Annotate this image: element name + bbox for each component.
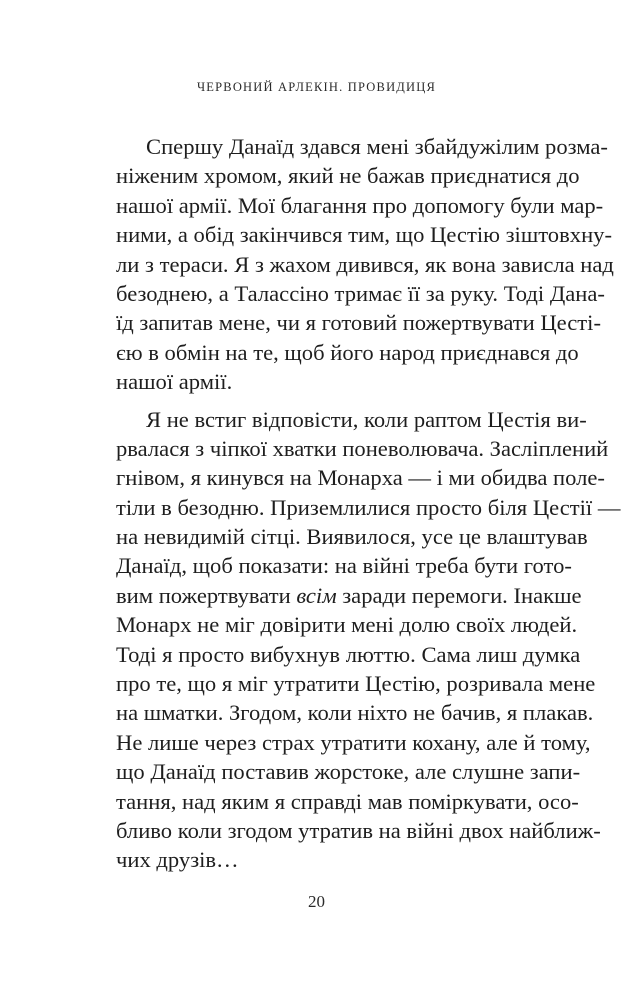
text-line: бливо коли згодом утратив на війні двох найближ- xyxy=(116,817,601,843)
text-segment: вим пожертвувати xyxy=(116,582,297,608)
text-line-with-emphasis xyxy=(116,581,582,610)
text-line: про те, що я міг утратити Цестію, розривала мене xyxy=(116,671,596,697)
running-head: ЧЕРВОНИЙ АРЛЕКІН. ПРОВИДИЦЯ xyxy=(196,80,437,94)
text-line: Я не встиг відповісти, коли раптом Цестія ви- xyxy=(146,406,587,432)
text-line: чих друзів… xyxy=(116,847,239,873)
text-line: тання, над яким я справді мав поміркувати, осо- xyxy=(116,788,579,814)
text-line: безоднею, а Талассіно тримає її за руку. Тоді Дана- xyxy=(116,280,605,306)
text-line: гнівом, я кинувся на Монарха — і ми обидва поле- xyxy=(116,465,605,491)
text-segment: заради перемоги. Інакше xyxy=(336,582,582,608)
text-line: їд запитав мене, чи я готовий пожертвувати Цесті- xyxy=(116,310,601,336)
text-line: Тоді я просто вибухнув люттю. Сама лиш думка xyxy=(116,641,581,667)
text-line: нашої армії. Мої благання про допомогу були мар- xyxy=(116,192,604,218)
page-number: 20 xyxy=(308,892,325,911)
text-line: нашої армії. xyxy=(116,369,233,395)
paragraph-gap xyxy=(116,397,571,405)
text-line: рвалася з чіпкої хватки поневолювача. Засліплений xyxy=(116,435,609,461)
body-text xyxy=(116,132,621,875)
text-line: Не лише через страх утратити кохану, але й тому, xyxy=(116,729,591,755)
text-line: ли з тераси. Я з жахом дивився, як вона зависла над xyxy=(116,251,614,277)
text-line: що Данаїд поставив жорстоке, але слушне запи- xyxy=(116,759,581,785)
text-line: єю в обмін на те, щоб його народ приєднався до xyxy=(116,339,579,365)
text-line: тіли в безодню. Приземлилися просто біля Цестії — xyxy=(116,494,621,520)
text-line: Спершу Данаїд здався мені збайдужілим розма- xyxy=(146,134,608,159)
text-line: на шматки. Згодом, коли ніхто не бачив, я плакав. xyxy=(116,700,594,726)
emphasis-word: всім xyxy=(296,582,337,608)
text-line: ними, а обід закінчився тим, що Цестію зіштовхну- xyxy=(116,222,612,248)
text-line: ніженим хромом, який не бажав приєднатися до xyxy=(116,163,580,189)
text-line: на невидимій сітці. Виявилося, усе це влаштував xyxy=(116,524,588,550)
text-line: Данаїд, щоб показати: на війні треба бути гото- xyxy=(116,553,572,579)
text-line: Монарх не міг довірити мені долю своїх людей. xyxy=(116,612,578,638)
